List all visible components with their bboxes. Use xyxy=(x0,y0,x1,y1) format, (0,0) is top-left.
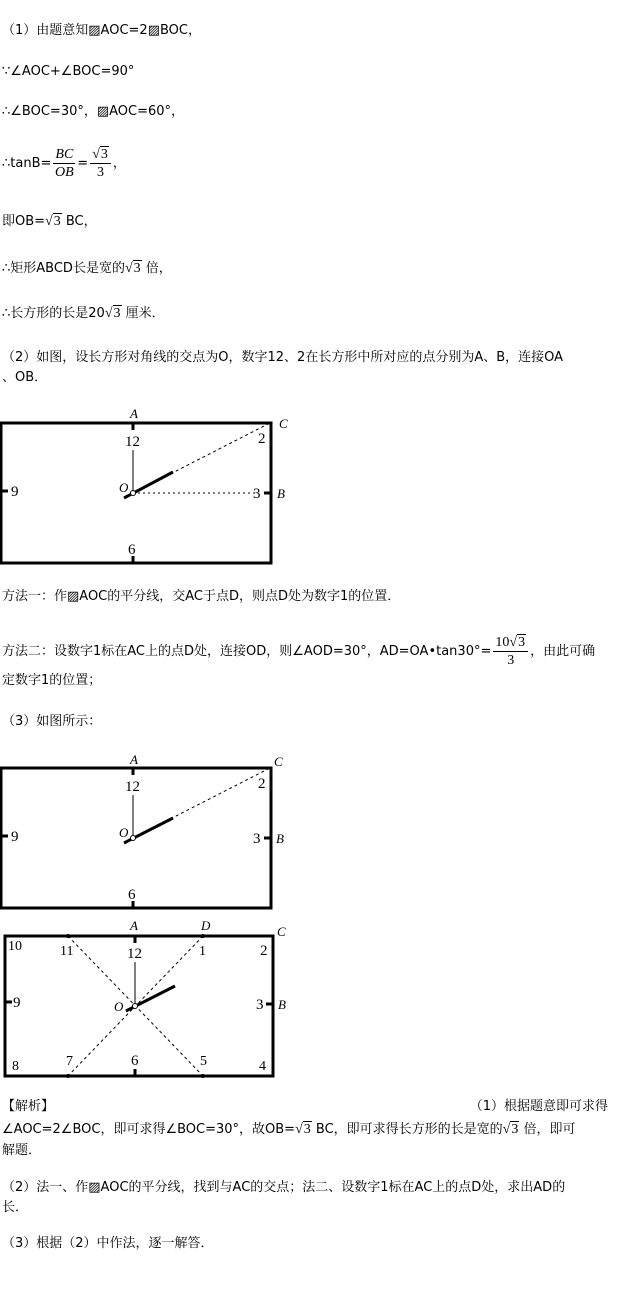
numeral-3: 3 xyxy=(253,486,261,502)
center-o xyxy=(133,1004,138,1009)
length-suffix: 厘米． xyxy=(121,306,165,321)
numeral-12: 12 xyxy=(127,946,142,962)
tan-b-prefix: ∴tanB= xyxy=(2,156,52,171)
method-1-line: 方法一：作▨AOC的平分线，交AC于点D，则点D处为数字1的位置． xyxy=(2,589,401,604)
numeral-1: 1 xyxy=(199,944,206,959)
analysis-suffix: 倍，即可 xyxy=(519,1122,576,1137)
ob-line xyxy=(2,213,97,231)
label-a: A xyxy=(130,408,138,421)
method-2-suffix: ，由此可确 xyxy=(530,644,596,659)
numeral-6: 6 xyxy=(128,542,136,558)
label-o: O xyxy=(119,480,129,495)
analysis-middle: BC，即可求得长方形的长是宽的 xyxy=(311,1122,503,1137)
analysis-line-4: （2）法一、作▨AOC的平分线，找到与AC的交点；法二、设数字1标在AC上的点D处，求出AD的 xyxy=(2,1180,566,1195)
numeral-5: 5 xyxy=(200,1054,207,1069)
tick-7 xyxy=(66,1074,70,1078)
tick-11 xyxy=(66,934,70,938)
numeral-12: 12 xyxy=(125,434,140,450)
label-o: O xyxy=(114,999,124,1014)
analysis-header-line xyxy=(2,1098,622,1116)
analysis-right-text: （1）根据题意即可求得 xyxy=(469,1099,608,1114)
length-line xyxy=(2,305,165,323)
sqrt-3: √3 xyxy=(502,1122,519,1137)
part2-line-2: 、OB． xyxy=(2,370,48,385)
step-3-line: ∴∠BOC=30°，▨AOC=60°， xyxy=(2,104,185,119)
analysis-line-6: （3）根据（2）中作法，逐一解答． xyxy=(2,1236,214,1251)
label-b: B xyxy=(276,831,284,846)
method-2-line xyxy=(2,632,595,672)
numeral-11: 11 xyxy=(60,944,74,959)
numeral-6: 6 xyxy=(131,1053,139,1069)
diagram-2 xyxy=(0,752,300,914)
numeral-2: 2 xyxy=(258,431,266,447)
fraction-root3-3 xyxy=(90,146,111,181)
label-c: C xyxy=(274,754,283,769)
ratio-line xyxy=(2,260,172,278)
tick-1 xyxy=(201,934,205,938)
fraction-10root3-3 xyxy=(493,634,528,669)
fraction-numerator: √3 xyxy=(90,146,111,164)
fraction-bc-ob xyxy=(53,146,75,181)
fraction-numerator: 10√3 xyxy=(493,634,528,652)
numeral-3: 3 xyxy=(256,997,264,1013)
length-prefix: ∴长方形的长是20 xyxy=(2,306,105,321)
analysis-line-5: 长． xyxy=(2,1200,29,1215)
method-2-line-2: 定数字1的位置； xyxy=(2,673,102,688)
analysis-line-2 xyxy=(2,1121,576,1139)
tan-b-suffix: ， xyxy=(112,156,126,171)
diagram-1 xyxy=(0,408,300,568)
ob-suffix: BC， xyxy=(61,214,97,229)
ratio-suffix: 倍， xyxy=(141,261,172,276)
method-2-prefix: 方法二：设数字1标在AC上的点D处，连接OD，则∠AOD=30°，AD=OA•tan30°= xyxy=(2,644,492,659)
step-2-line: ∵∠AOC+∠BOC=90° xyxy=(2,64,135,79)
step-1-line: （1）由题意知▨AOC=2▨BOC， xyxy=(2,23,201,38)
numeral-9: 9 xyxy=(11,829,19,845)
part2-line-1: （2）如图，设长方形对角线的交点为O，数字12、2在长方形中所对应的点分别为A、B，连接OA xyxy=(2,350,564,365)
fraction-denominator: 3 xyxy=(507,653,515,668)
sqrt-3: √3 xyxy=(104,306,121,321)
sqrt-3: √3 xyxy=(45,214,61,229)
numeral-3: 3 xyxy=(253,831,261,847)
label-a: A xyxy=(130,752,138,767)
label-b: B xyxy=(278,997,286,1012)
numeral-2: 2 xyxy=(260,943,268,959)
label-b: B xyxy=(277,486,285,501)
analysis-line-3: 解题． xyxy=(2,1143,42,1158)
sqrt-3: √3 xyxy=(295,1122,311,1137)
numeral-9: 9 xyxy=(11,484,19,500)
part3-line: （3）如图所示： xyxy=(2,714,102,729)
numeral-4: 4 xyxy=(259,1059,266,1074)
center-o xyxy=(131,836,136,841)
numeral-7: 7 xyxy=(66,1054,73,1069)
numeral-2: 2 xyxy=(258,776,266,792)
equals-sign: = xyxy=(77,156,89,171)
label-c: C xyxy=(277,924,286,939)
numeral-10: 10 xyxy=(8,939,22,954)
tan-b-line xyxy=(2,146,126,182)
ratio-prefix: ∴矩形ABCD长是宽的 xyxy=(2,261,125,276)
fraction-denominator: OB xyxy=(55,165,74,180)
center-o xyxy=(131,491,136,496)
ob-prefix: 即OB= xyxy=(2,214,46,229)
diagram-3 xyxy=(0,914,300,1082)
label-d: D xyxy=(201,918,211,933)
numeral-6: 6 xyxy=(128,887,136,903)
label-c: C xyxy=(279,416,288,431)
label-o: O xyxy=(119,825,129,840)
numeral-8: 8 xyxy=(12,1059,19,1074)
fraction-denominator: 3 xyxy=(97,165,105,180)
sqrt-3: √3 xyxy=(124,261,141,276)
fraction-numerator: BC xyxy=(55,147,74,162)
label-a: A xyxy=(130,918,138,933)
numeral-12: 12 xyxy=(125,779,140,795)
numeral-9: 9 xyxy=(13,995,21,1011)
analysis-prefix: ∠AOC=2∠BOC，即可求得∠BOC=30°，故OB= xyxy=(2,1122,296,1137)
tick-5 xyxy=(201,1074,205,1078)
analysis-title: 【解析】 xyxy=(2,1099,55,1114)
